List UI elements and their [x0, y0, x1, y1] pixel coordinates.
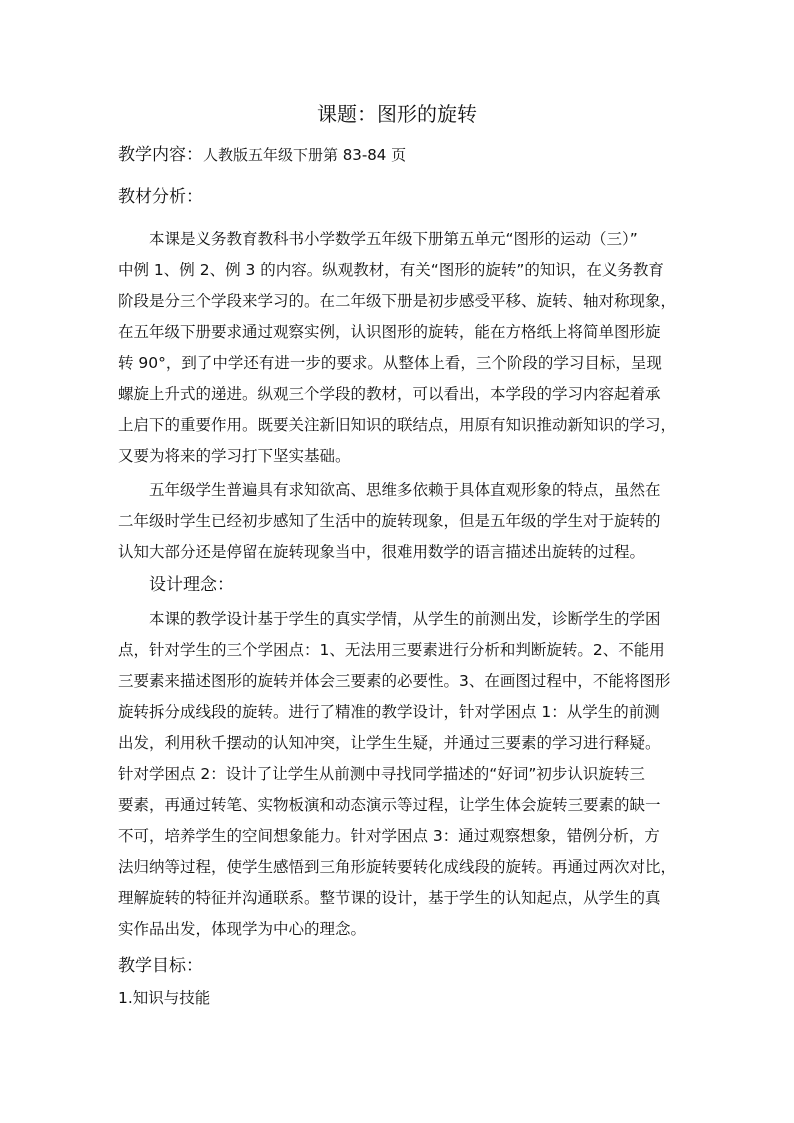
- paragraph-line: 出发，利用秋千摆动的认知冲突，让学生生疑，并通过三要素的学习进行释疑。: [118, 734, 661, 752]
- paragraph-line: 三要素来描述图形的旋转并体会三要素的必要性。3、在画图过程中，不能将图形: [118, 672, 671, 690]
- paragraph-line: 螺旋上升式的递进。纵观三个学段的教材，可以看出，本学段的学习内容起着承: [118, 385, 661, 403]
- paragraph-line: 本课的教学设计基于学生的真实学情，从学生的前测出发，诊断学生的学困: [149, 610, 661, 628]
- paragraph-line: 又要为将来的学习打下坚实基础。: [118, 447, 351, 465]
- paragraph-line: 认知大部分还是停留在旋转现象当中，很难用数学的语言描述出旋转的过程。: [118, 543, 646, 561]
- goal-item: 1.知识与技能: [118, 989, 211, 1007]
- paragraph-line: 二年级时学生已经初步感知了生活中的旋转现象，但是五年级的学生对于旋转的: [118, 512, 661, 530]
- paragraph-line: 点，针对学生的三个学困点：1、无法用三要素进行分析和判断旋转。2、不能用: [118, 641, 665, 659]
- paragraph-line: 法归纳等过程，使学生感悟到三角形旋转要转化成线段的旋转。再通过两次对比，: [118, 858, 677, 876]
- paragraph-line: 理解旋转的特征并沟通联系。整节课的设计，基于学生的认知起点，从学生的真: [118, 889, 661, 907]
- paragraph-line: 五年级学生普遍具有求知欲高、思维多依赖于具体直观形象的特点，虽然在: [149, 481, 661, 499]
- paragraph-line: 不可，培养学生的空间想象能力。针对学困点 3：通过观察想象，错例分析，方: [118, 827, 660, 845]
- paragraph-line: 转 90°，到了中学还有进一步的要求。从整体上看，三个阶段的学习目标，呈现: [118, 354, 662, 372]
- paragraph-line: 实作品出发，体现学为中心的理念。: [118, 920, 367, 938]
- paragraph-line: 在五年级下册要求通过观察实例，认识图形的旋转，能在方格纸上将简单图形旋: [118, 323, 661, 341]
- analysis-heading: 教材分析：: [118, 187, 203, 207]
- teaching-content-label: 教学内容：: [118, 145, 203, 165]
- teaching-content-value: 人教版五年级下册第 83-84 页: [203, 146, 407, 164]
- design-heading: 设计理念：: [149, 575, 234, 595]
- paragraph-line: 上启下的重要作用。既要关注新旧知识的联结点，用原有知识推动新知识的学习，: [118, 416, 677, 434]
- paragraph-line: 要素，再通过转笔、实物板演和动态演示等过程，让学生体会旋转三要素的缺一: [118, 796, 661, 814]
- paragraph-line: 中例 1、例 2、例 3 的内容。纵观教材，有关“图形的旋转”的知识，在义务教育: [118, 261, 664, 279]
- page-title: 课题：图形的旋转: [317, 102, 477, 126]
- paragraph-line: 旋转拆分成线段的旋转。进行了精准的教学设计，针对学困点 1：从学生的前测: [118, 703, 660, 721]
- paragraph-line: 本课是义务教育教科书小学数学五年级下册第五单元“图形的运动（三）”: [149, 230, 638, 248]
- paragraph-line: 针对学困点 2：设计了让学生从前测中寻找同学描述的“好词”初步认识旋转三: [118, 765, 645, 783]
- teaching-content: [118, 142, 406, 168]
- paragraph-line: 阶段是分三个学段来学习的。在二年级下册是初步感受平移、旋转、轴对称现象，: [118, 292, 677, 310]
- goals-heading: 教学目标：: [118, 956, 203, 976]
